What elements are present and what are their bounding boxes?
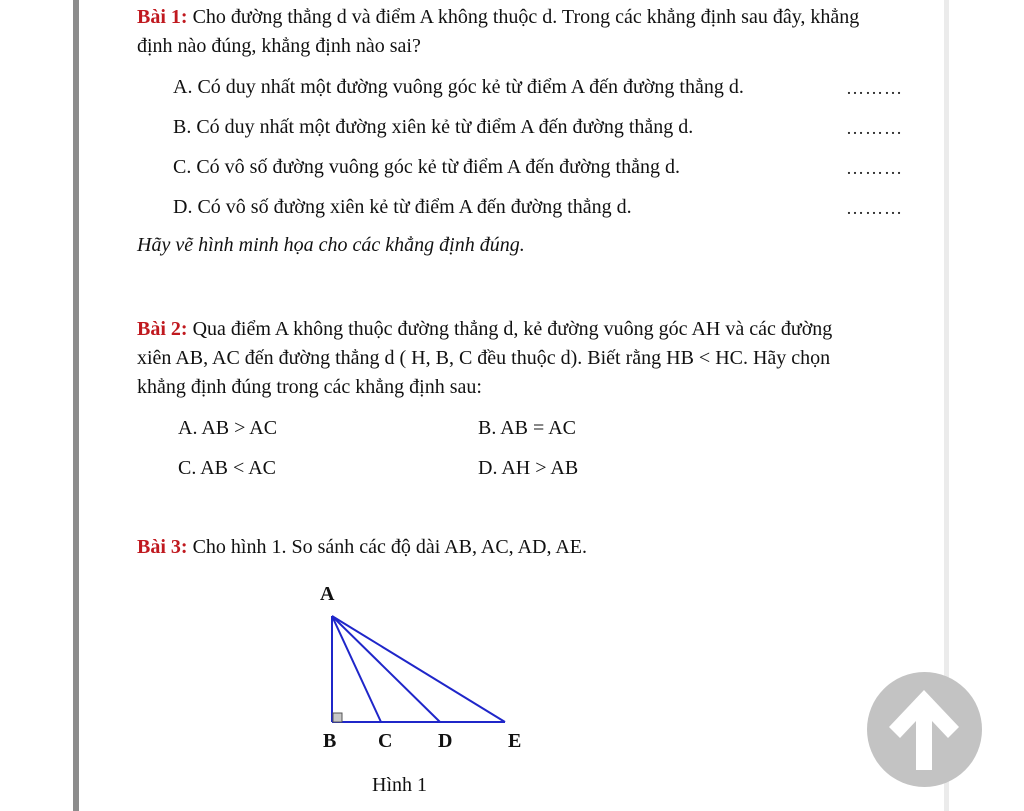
bai1-label: Bài 1: (137, 6, 188, 28)
bai2-line1 (137, 315, 832, 343)
bai1-option-a: A. Có duy nhất một đường vuông góc kẻ từ điểm A đến đường thẳng d. (173, 76, 744, 98)
bai1-option-d: D. Có vô số đường xiên kẻ từ điểm A đến đường thẳng d. (173, 196, 632, 218)
bai2-option-b: B. AB = AC (478, 417, 576, 439)
bai1-blank-a: ……… (846, 78, 903, 98)
bai1-line2: định nào đúng, khẳng định nào sai? (137, 35, 421, 57)
left-page-border (73, 0, 79, 811)
label-e: E (508, 730, 522, 752)
label-c: C (378, 730, 393, 752)
bai1-option-b: B. Có duy nhất một đường xiên kẻ từ điểm A đến đường thẳng d. (173, 116, 694, 138)
figure-1-caption: Hình 1 (372, 774, 427, 796)
bai1-blank-b: ……… (846, 118, 903, 138)
arrow-up-icon (867, 672, 982, 787)
bai3-text: Cho hình 1. So sánh các độ dài AB, AC, AD, AE. (187, 536, 588, 558)
right-angle-mark (333, 713, 342, 722)
bai1-blank-d: ……… (846, 198, 903, 218)
bai2-text: Qua điểm A không thuộc đường thẳng d, kẻ đường vuông góc AH và các đường (187, 318, 833, 340)
figure-1-diagram (300, 580, 540, 760)
bai2-line2: xiên AB, AC đến đường thẳng d ( H, B, C đều thuộc d). Biết rằng HB < HC. Hãy chọn (137, 347, 831, 369)
bai1-note: Hãy vẽ hình minh họa cho các khẳng định đúng. (137, 234, 525, 256)
bai1-blank-c: ……… (846, 158, 903, 178)
bai1-option-c: C. Có vô số đường vuông góc kẻ từ điểm A đến đường thẳng d. (173, 156, 680, 178)
bai1-line1 (137, 3, 859, 31)
bai2-option-a: A. AB > AC (178, 417, 278, 439)
scroll-to-top-button[interactable] (867, 672, 982, 787)
segment-ae (332, 616, 505, 722)
bai2-label: Bài 2: (137, 318, 188, 340)
label-d: D (438, 730, 453, 752)
segment-ad (332, 616, 440, 722)
label-a: A (320, 583, 335, 605)
bai2-option-d: D. AH > AB (478, 457, 579, 479)
bai3-label: Bài 3: (137, 536, 188, 558)
bai3-line (137, 533, 587, 561)
bai1-text: Cho đường thẳng d và điểm A không thuộc d. Trong các khẳng định sau đây, khẳng (187, 6, 860, 28)
bai2-line3: khẳng định đúng trong các khẳng định sau: (137, 376, 482, 398)
bai2-option-c: C. AB < AC (178, 457, 276, 479)
label-b: B (323, 730, 337, 752)
